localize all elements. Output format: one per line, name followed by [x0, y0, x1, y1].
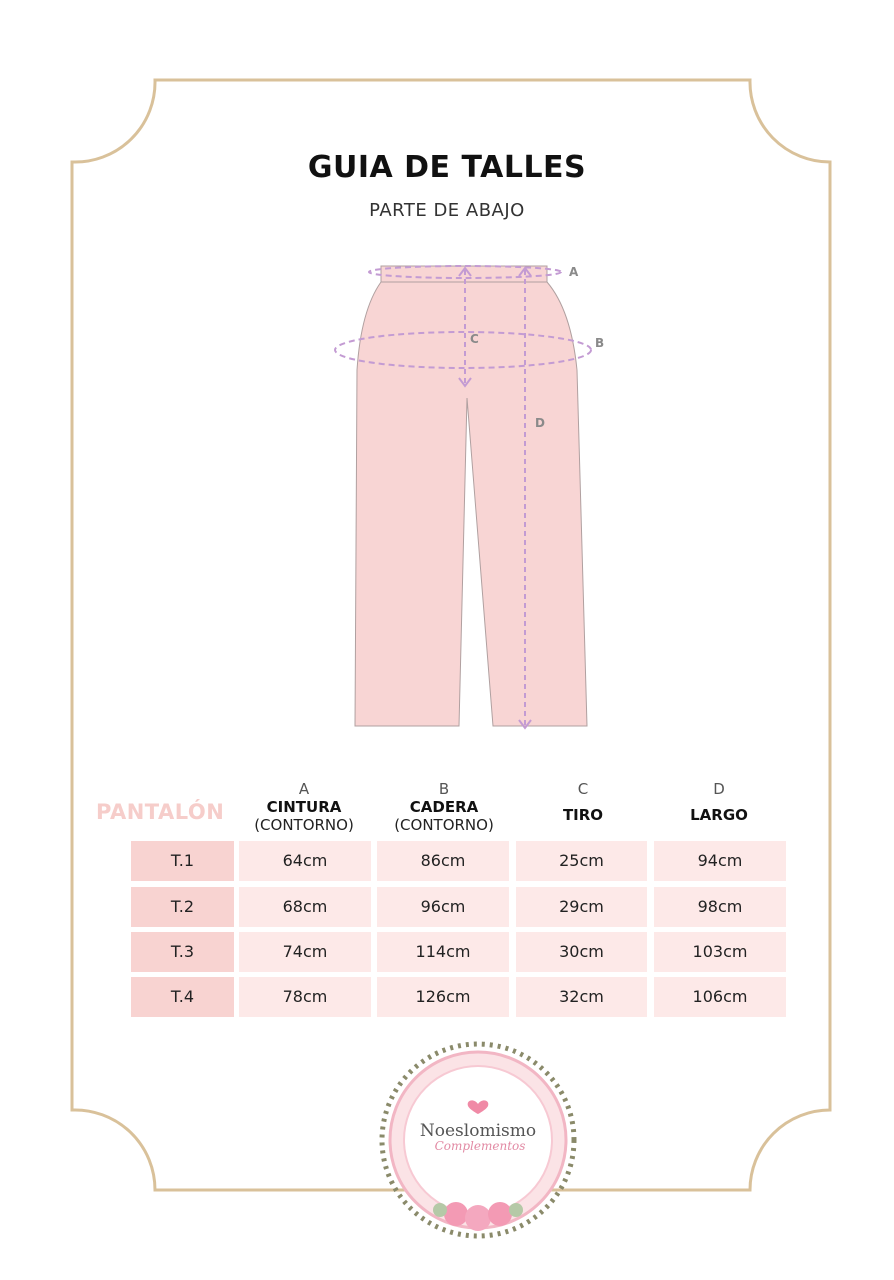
value-cell: 96cm	[377, 887, 509, 927]
size-cell: T.4	[131, 977, 234, 1017]
column-header-hip	[376, 780, 512, 834]
value-cell: 29cm	[516, 887, 647, 927]
brand-logo	[378, 1040, 578, 1240]
value-cell: 32cm	[516, 977, 647, 1017]
column-sub: (CONTORNO)	[394, 816, 494, 834]
page-subtitle: PARTE DE ABAJO	[369, 200, 525, 221]
value-cell: 106cm	[654, 977, 786, 1017]
column-letter: B	[438, 780, 450, 798]
column-sub: (CONTORNO)	[254, 816, 354, 834]
column-header-length	[652, 780, 786, 824]
label-b: B	[595, 336, 605, 350]
size-cell: T.3	[131, 932, 234, 972]
value-cell: 30cm	[516, 932, 647, 972]
column-name: CINTURA	[266, 798, 342, 816]
value-cell: 86cm	[377, 841, 509, 881]
value-cell: 94cm	[654, 841, 786, 881]
value-cell: 64cm	[239, 841, 371, 881]
column-header-waist	[236, 780, 372, 834]
value-cell: 126cm	[377, 977, 509, 1017]
value-cell: 78cm	[239, 977, 371, 1017]
table-row-label: PANTALÓN	[96, 800, 225, 824]
column-name: CADERA	[409, 798, 479, 816]
column-name: TIRO	[562, 806, 604, 824]
column-header-rise	[516, 780, 650, 824]
value-cell: 103cm	[654, 932, 786, 972]
logo-tagline-text: Complementos	[434, 1139, 526, 1153]
value-cell: 114cm	[377, 932, 509, 972]
label-c: C	[470, 332, 479, 346]
column-letter: A	[298, 780, 310, 798]
column-letter: D	[713, 780, 725, 798]
size-cell: T.2	[131, 887, 234, 927]
value-cell: 25cm	[516, 841, 647, 881]
column-letter: C	[577, 780, 589, 798]
logo-brand-text: Noeslomismo	[419, 1121, 537, 1141]
page-title: GUIA DE TALLES	[307, 150, 587, 185]
value-cell: 68cm	[239, 887, 371, 927]
value-cell: 74cm	[239, 932, 371, 972]
size-cell: T.1	[131, 841, 234, 881]
value-cell: 98cm	[654, 887, 786, 927]
column-name: LARGO	[690, 806, 748, 824]
label-d: D	[535, 416, 545, 430]
label-a: A	[569, 265, 579, 279]
pants-diagram	[325, 250, 625, 740]
pants-shape	[355, 282, 587, 726]
